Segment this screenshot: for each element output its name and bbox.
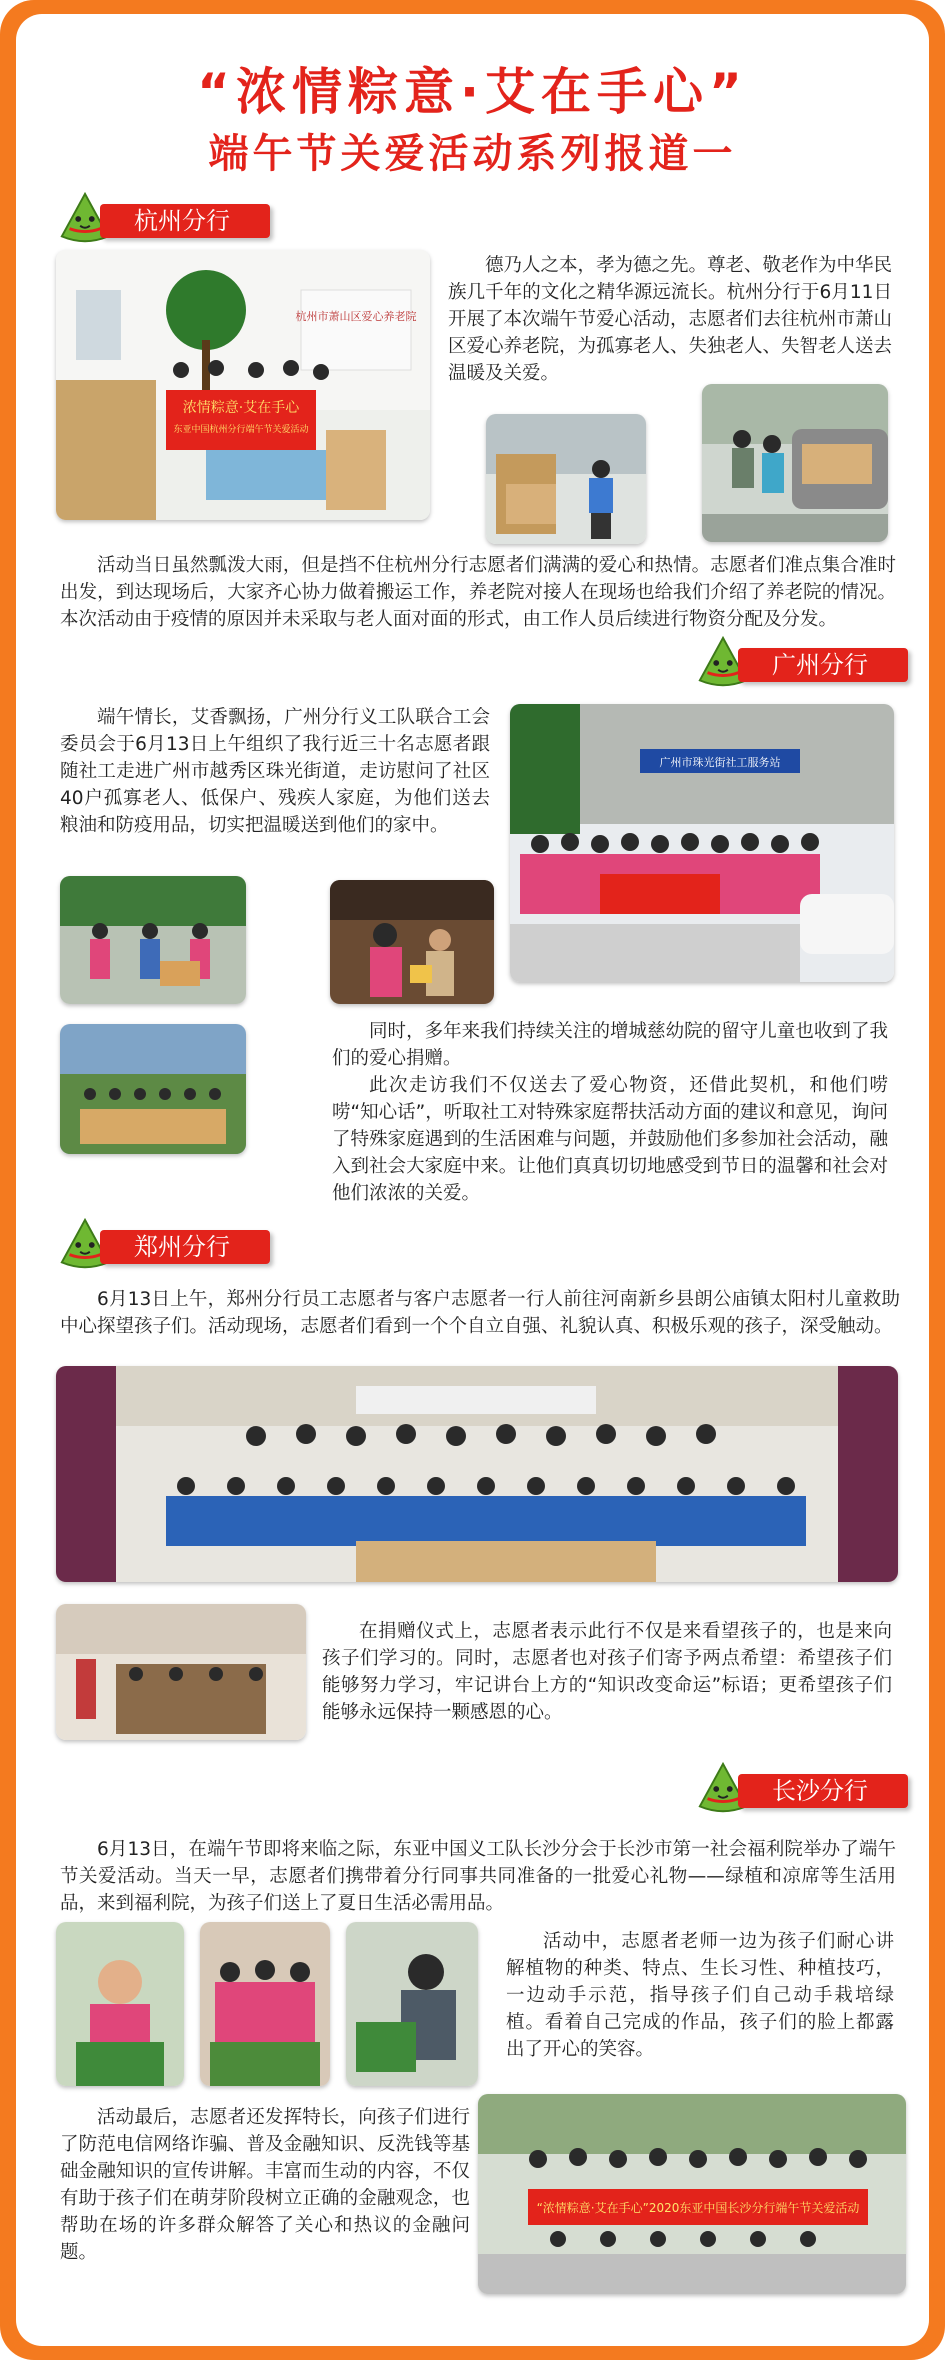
- photo-changsha-group: [478, 2094, 906, 2294]
- photo-hangzhou-car: [702, 384, 888, 542]
- banner-hangzhou-sub: 东亚中国杭州分行端午节关爱活动: [173, 425, 309, 435]
- text-hangzhou-intro: 德乃人之本，孝为德之先。尊老、敬老作为中华民族几千年的文化之精华源远流长。杭州分行于6月11日开展了本次端午节爱心活动，志愿者们去往杭州市萧山区爱心养老院，为孤寡老人、失独老人、失智老人送去温暖及关爱。: [448, 255, 893, 384]
- section-title-zhengzhou: 郑州分行: [100, 1230, 270, 1264]
- photo-guangzhou-group: [510, 704, 894, 982]
- text-hangzhou-detail: 活动当日虽然瓢泼大雨，但是挡不住杭州分行志愿者们满满的爱心和热情。志愿者们准点集合准时出发，到达现场后，大家齐心协力做着搬运工作，养老院对接人在现场也给我们介绍了养老院的情况。本次活动由于疫情的原因并未采取与老人面对面的形式，由工作人员后续进行物资分配及分发。: [60, 555, 896, 630]
- section-banner-zhengzhou: [56, 1226, 296, 1266]
- text-guangzhou-intro: 端午情长，艾香飘扬，广州分行义工队联合工会委员会于6月13日上午组织了我行近三十名志愿者跟随社工走进广州市越秀区珠光街道，走访慰问了社区40户孤寡老人、低保户、残疾人家庭，为他们送去粮油和防疫用品，切实把温暖送到他们的家中。: [60, 707, 490, 836]
- photo-hangzhou-carrying: [486, 414, 646, 544]
- photo-zhengzhou-group: [56, 1366, 898, 1582]
- page-title: “浓情粽意·艾在手心”: [197, 63, 748, 121]
- photo-zhengzhou-classroom: [56, 1604, 306, 1740]
- banner-changsha: “浓情粽意·艾在手心”2020东亚中国长沙分行端午节关爱活动: [536, 2201, 860, 2215]
- section-banner-changsha: [684, 1770, 902, 1810]
- section-banner-guangzhou: [682, 644, 902, 684]
- section-title-hangzhou: 杭州分行: [100, 204, 270, 238]
- page-subtitle: 端午节关爱活动系列报道一: [208, 131, 737, 177]
- photo-guangzhou-children: [60, 1024, 246, 1154]
- photo-changsha-1: [56, 1922, 184, 2086]
- photo-guangzhou-street: [60, 876, 246, 1004]
- photo-changsha-2: [200, 1922, 330, 2086]
- banner-hangzhou: 浓情粽意·艾在手心: [182, 400, 300, 416]
- photo-guangzhou-visit: [330, 880, 494, 1004]
- text-changsha-planting: 活动中，志愿者老师一边为孩子们耐心讲解植物的种类、特点、生长习性、种植技巧，一边动手示范，指导孩子们自己动手栽培绿植。看着自己完成的作品，孩子们的脸上都露出了开心的笑容。: [506, 1931, 894, 2060]
- text-changsha-intro: 6月13日，在端午节即将来临之际，东亚中国义工队长沙分会于长沙市第一社会福利院举办了端午节关爱活动。当天一早，志愿者们携带着分行同事共同准备的一批爱心礼物——绿植和凉席等生活用品，来到福利院，为孩子们送上了夏日生活必需用品。: [60, 1839, 896, 1914]
- page-content: [16, 14, 929, 2346]
- photo-hangzhou-group: [56, 250, 430, 520]
- section-banner-hangzhou: [56, 200, 296, 240]
- sign-guangzhou: 广州市珠光街社工服务站: [659, 756, 781, 769]
- text-zhengzhou-intro: 6月13日上午，郑州分行员工志愿者与客户志愿者一行人前往河南新乡县朗公庙镇太阳村儿童救助中心探望孩子们。活动现场，志愿者们看到一个个自立自强、礼貌认真、积极乐观的孩子，深受触动。: [60, 1289, 900, 1337]
- text-zhengzhou-ceremony: 在捐赠仪式上，志愿者表示此行不仅是来看望孩子的，也是来向孩子们学习的。同时，志愿者也对孩子们寄予两点希望：希望孩子们能够努力学习，牢记讲台上方的“知识改变命运”标语；更希望孩子们能够永远保持一颗感恩的心。: [322, 1621, 892, 1723]
- section-title-guangzhou: 广州分行: [738, 648, 908, 682]
- photo-changsha-3: [346, 1922, 478, 2086]
- text-guangzhou-followup: 同时，多年来我们持续关注的增城慈幼院的留守儿童也收到了我们的爱心捐赠。 此次走访我们不仅送去了爱心物资，还借此契机，和他们唠唠“知心话”，听取社工对特殊家庭帮扶活动方面的建议和意见，询问了特殊家庭遇到的生活困难与问题，并鼓励他们多参加社会活动，融入到社会大家庭中来。让他们真真切切地感受到节日的温馨和社会对他们浓浓的关爱。: [332, 1021, 888, 1204]
- sign-hangzhou: 杭州市萧山区爱心养老院: [295, 310, 417, 323]
- section-title-changsha: 长沙分行: [738, 1774, 908, 1808]
- text-changsha-finance: 活动最后，志愿者还发挥特长，向孩子们进行了防范电信网络诈骗、普及金融知识、反洗钱等基础金融知识的宣传讲解。丰富而生动的内容，不仅有助于孩子们在萌芽阶段树立正确的金融观念，也帮助在场的许多群众解答了关心和热议的金融问题。: [60, 2107, 470, 2263]
